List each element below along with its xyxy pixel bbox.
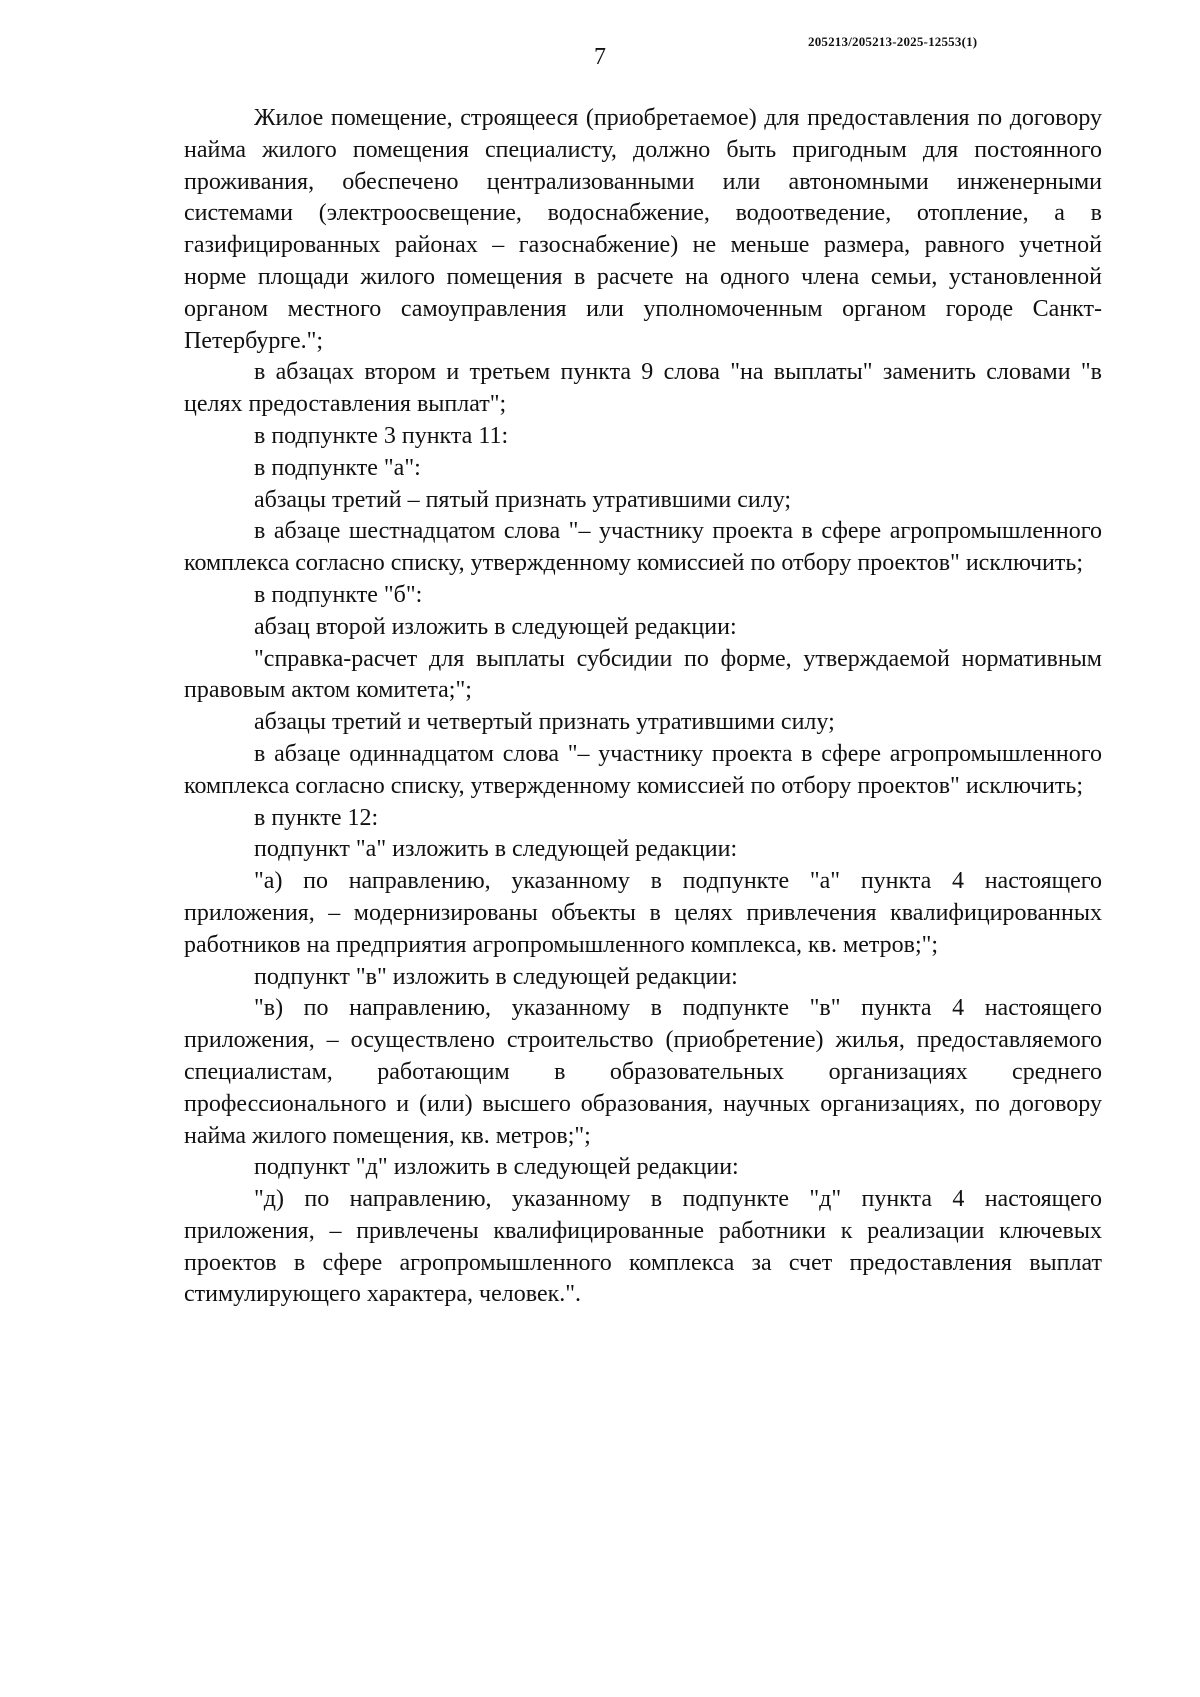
paragraph-12: в пункте 12: xyxy=(254,804,379,831)
paragraph-3: в подпункте 3 пункта 11: xyxy=(254,422,509,449)
paragraph-14: "а) по направлению, указанному в подпункте "а" пункта 4 настоящего приложения, – модернизированы объекты в целях привлечения квалифицированных работников на предприятия агропромышленного комплекса, кв. метров;"; xyxy=(184,868,1102,958)
paragraph-10: абзацы третий и четвертый признать утратившими силу; xyxy=(254,709,835,736)
paragraph-17: подпункт "д" изложить в следующей редакции: xyxy=(254,1154,739,1181)
paragraph-13: подпункт "а" изложить в следующей редакции: xyxy=(254,836,738,863)
document-id: 205213/205213-2025-12553(1) xyxy=(808,34,978,49)
paragraph-18: "д) по направлению, указанному в подпункте "д" пункта 4 настоящего приложения, – привлечены квалифицированные работники к реализации ключевых проектов в сфере агропромышленного комплекса за счет предоставления выплат стимулирующего характера, человек.". xyxy=(184,1186,1102,1308)
paragraph-16: "в) по направлению, указанному в подпункте "в" пункта 4 настоящего приложения, – осуществлено строительство (приобретение) жилья, предоставляемого специалистам, работающим в образовательных организациях среднего профессионального и (или) высшего образования, научных организациях, по договору найма жилого помещения, кв. метров;"; xyxy=(184,995,1102,1149)
paragraph-11: в абзаце одиннадцатом слова "– участнику проекта в сфере агропромышленного комплекса согласно списку, утвержденному комиссией по отбору проектов" исключить; xyxy=(184,740,1102,799)
paragraph-8: абзац второй изложить в следующей редакции: xyxy=(254,613,737,640)
paragraph-1: Жилое помещение, строящееся (приобретаемое) для предоставления по договору найма жилого помещения специалисту, должно быть пригодным для постоянного проживания, обеспечено централизованными или автономными инженерными системами (электроосвещение, водоснабжение, водоотведение, отопление, а в газифицированных районах – газоснабжение) не меньше размера, равного учетной норме площади жилого помещения в расчете на одного члена семьи, установленной органом местного самоуправления или уполномоченным органом городе Санкт-Петербурге."; xyxy=(184,105,1102,354)
paragraph-5: абзацы третий – пятый признать утратившими силу; xyxy=(254,486,792,513)
paragraph-6: в абзаце шестнадцатом слова "– участнику проекта в сфере агропромышленного комплекса согласно списку, утвержденному комиссией по отбору проектов" исключить; xyxy=(184,518,1102,577)
document-body xyxy=(184,103,1102,1311)
paragraph-15: подпункт "в" изложить в следующей редакции: xyxy=(254,963,738,990)
paragraph-9: "справка-расчет для выплаты субсидии по форме, утверждаемой нормативным правовым актом комитета;"; xyxy=(184,645,1102,704)
paragraph-4: в подпункте "а": xyxy=(254,454,421,481)
paragraph-7: в подпункте "б": xyxy=(254,581,423,608)
page-number: 7 xyxy=(594,44,606,70)
paragraph-2: в абзацах втором и третьем пункта 9 слова "на выплаты" заменить словами "в целях предоставления выплат"; xyxy=(184,359,1102,418)
